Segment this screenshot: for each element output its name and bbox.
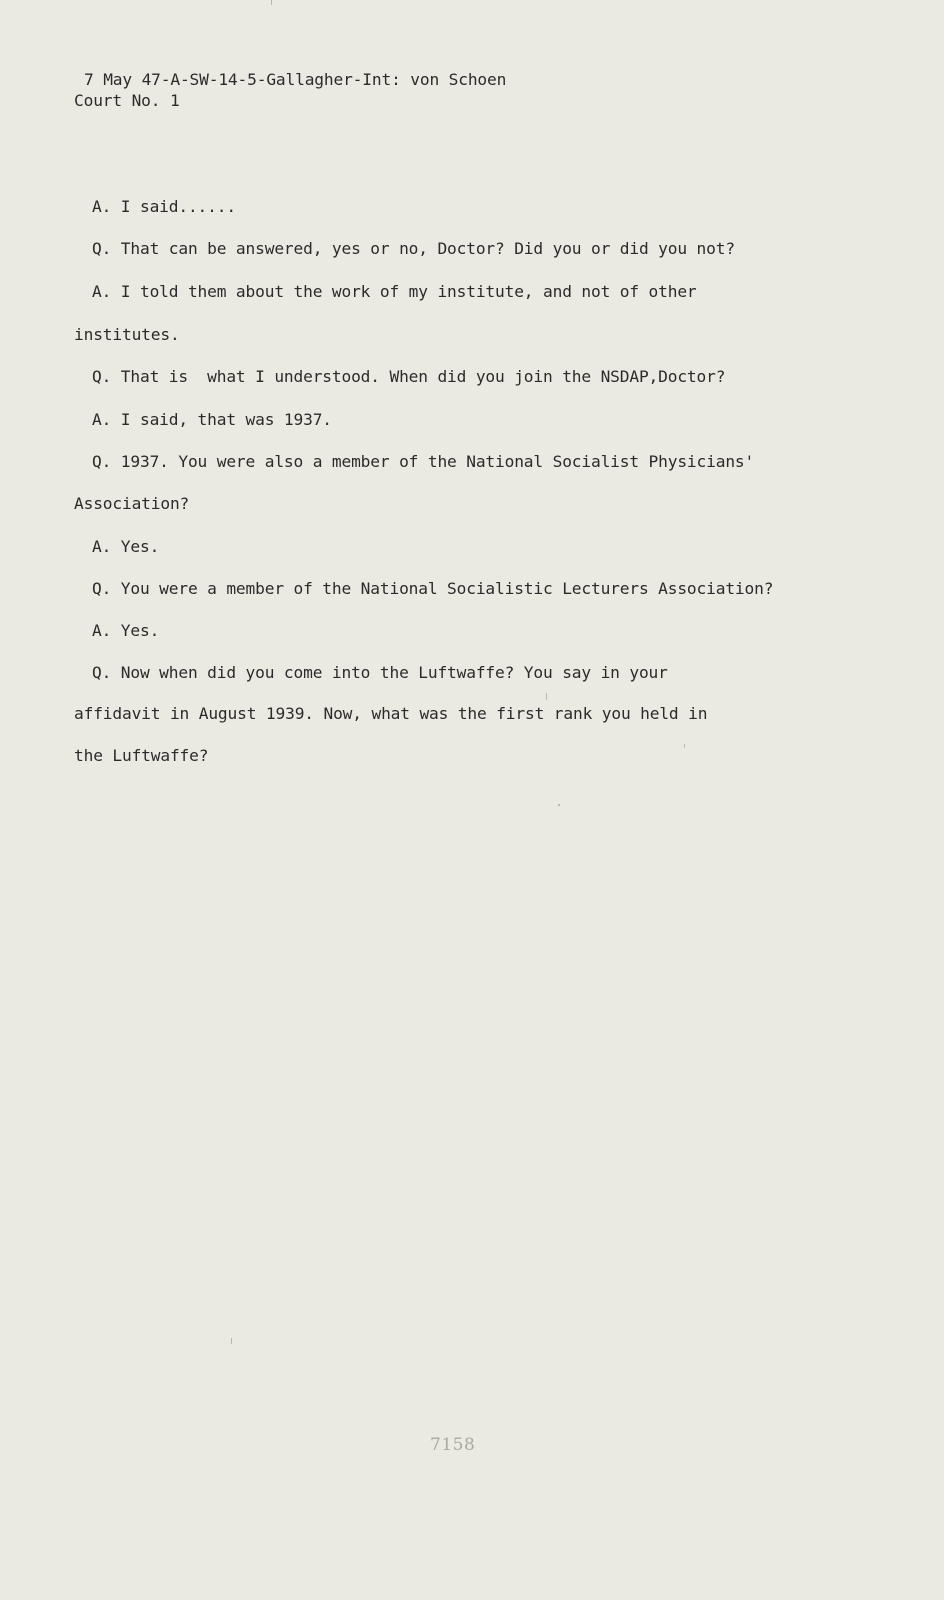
transcript-line-1: A. I said...... bbox=[92, 197, 236, 216]
transcript-line-6: A. I said, that was 1937. bbox=[92, 410, 332, 429]
header-line-1: 7 May 47-A-SW-14-5-Gallagher-Int: von Schoen bbox=[84, 70, 507, 89]
transcript-line-10: Q. You were a member of the National Socialistic Lecturers Association? bbox=[92, 579, 774, 598]
transcript-line-5: Q. That is what I understood. When did you join the NSDAP,Doctor? bbox=[92, 367, 726, 386]
transcript-line-4: institutes. bbox=[74, 325, 180, 344]
transcript-line-14: the Luftwaffe? bbox=[74, 746, 209, 765]
paper-speck bbox=[231, 1338, 232, 1344]
transcript-line-8: Association? bbox=[74, 494, 190, 513]
transcript-line-3: A. I told them about the work of my institute, and not of other bbox=[92, 282, 697, 301]
page-number: 7158 bbox=[430, 1435, 476, 1455]
paper-speck bbox=[271, 0, 272, 5]
transcript-line-7: Q. 1937. You were also a member of the National Socialist Physicians' bbox=[92, 452, 755, 471]
header-line-2: Court No. 1 bbox=[74, 91, 180, 110]
transcript-line-11: A. Yes. bbox=[92, 621, 160, 640]
paper-speck bbox=[684, 744, 685, 748]
transcript-line-13: affidavit in August 1939. Now, what was the first rank you held in bbox=[74, 704, 708, 723]
transcript-line-2: Q. That can be answered, yes or no, Doctor? Did you or did you not? bbox=[92, 239, 735, 258]
transcript-line-9: A. Yes. bbox=[92, 537, 160, 556]
transcript-line-12: Q. Now when did you come into the Luftwaffe? You say in your bbox=[92, 663, 668, 682]
paper-speck bbox=[558, 804, 560, 806]
paper-speck bbox=[546, 693, 547, 700]
